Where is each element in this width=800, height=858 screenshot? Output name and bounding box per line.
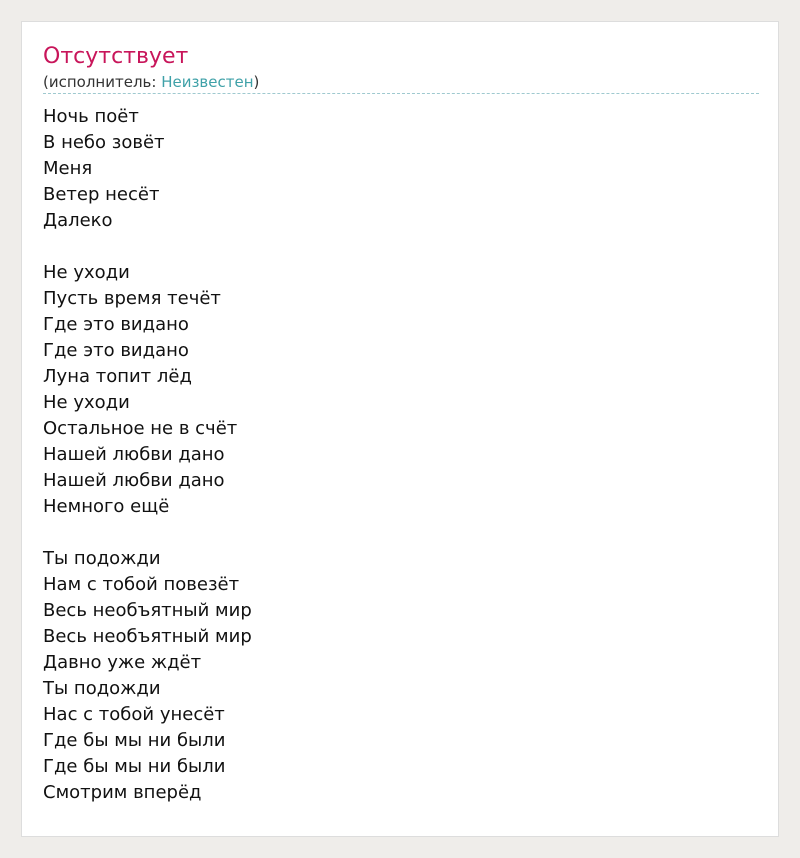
lyrics-line: Смотрим вперёд <box>43 782 202 803</box>
lyrics-line: Где бы мы ни были <box>43 730 226 751</box>
lyrics-line: Где это видано <box>43 314 189 335</box>
lyrics-line: Весь необъятный мир <box>43 626 252 647</box>
lyrics-line: Меня <box>43 158 93 179</box>
artist-suffix: ) <box>253 73 260 91</box>
lyrics-line: Остальное не в счёт <box>43 418 238 439</box>
artist-line <box>43 72 259 92</box>
lyrics-line: Где это видано <box>43 340 189 361</box>
lyrics-line: Ночь поёт <box>43 106 139 127</box>
artist-link[interactable]: Неизвестен <box>161 73 254 91</box>
artist-prefix: (исполнитель: <box>43 73 162 91</box>
lyrics-stanza <box>43 546 252 806</box>
lyrics-line: Не уходи <box>43 392 130 413</box>
lyrics-stanza <box>43 104 252 234</box>
lyrics-line: Луна топит лёд <box>43 366 192 387</box>
lyrics-line: Весь необъятный мир <box>43 600 252 621</box>
lyrics-line: Не уходи <box>43 262 130 283</box>
song-title: Отсутствует <box>43 44 189 69</box>
lyrics-line: Пусть время течёт <box>43 288 221 309</box>
lyrics-line: Где бы мы ни были <box>43 756 226 777</box>
lyrics-stanza <box>43 260 252 520</box>
lyrics-line: Далеко <box>43 210 113 231</box>
lyrics-line: Нашей любви дано <box>43 470 225 491</box>
lyrics-line: Нашей любви дано <box>43 444 225 465</box>
lyrics-line: Ветер несёт <box>43 184 160 205</box>
title-divider <box>43 93 759 94</box>
lyrics-line: Немного ещё <box>43 496 170 517</box>
lyrics-line: Давно уже ждёт <box>43 652 202 673</box>
lyrics-line: Ты подожди <box>43 678 161 699</box>
lyrics-text <box>43 104 252 806</box>
lyrics-line: Нам с тобой повезёт <box>43 574 240 595</box>
lyrics-line: Ты подожди <box>43 548 161 569</box>
lyrics-card <box>21 21 779 837</box>
lyrics-line: В небо зовёт <box>43 132 165 153</box>
lyrics-line: Нас с тобой унесёт <box>43 704 225 725</box>
